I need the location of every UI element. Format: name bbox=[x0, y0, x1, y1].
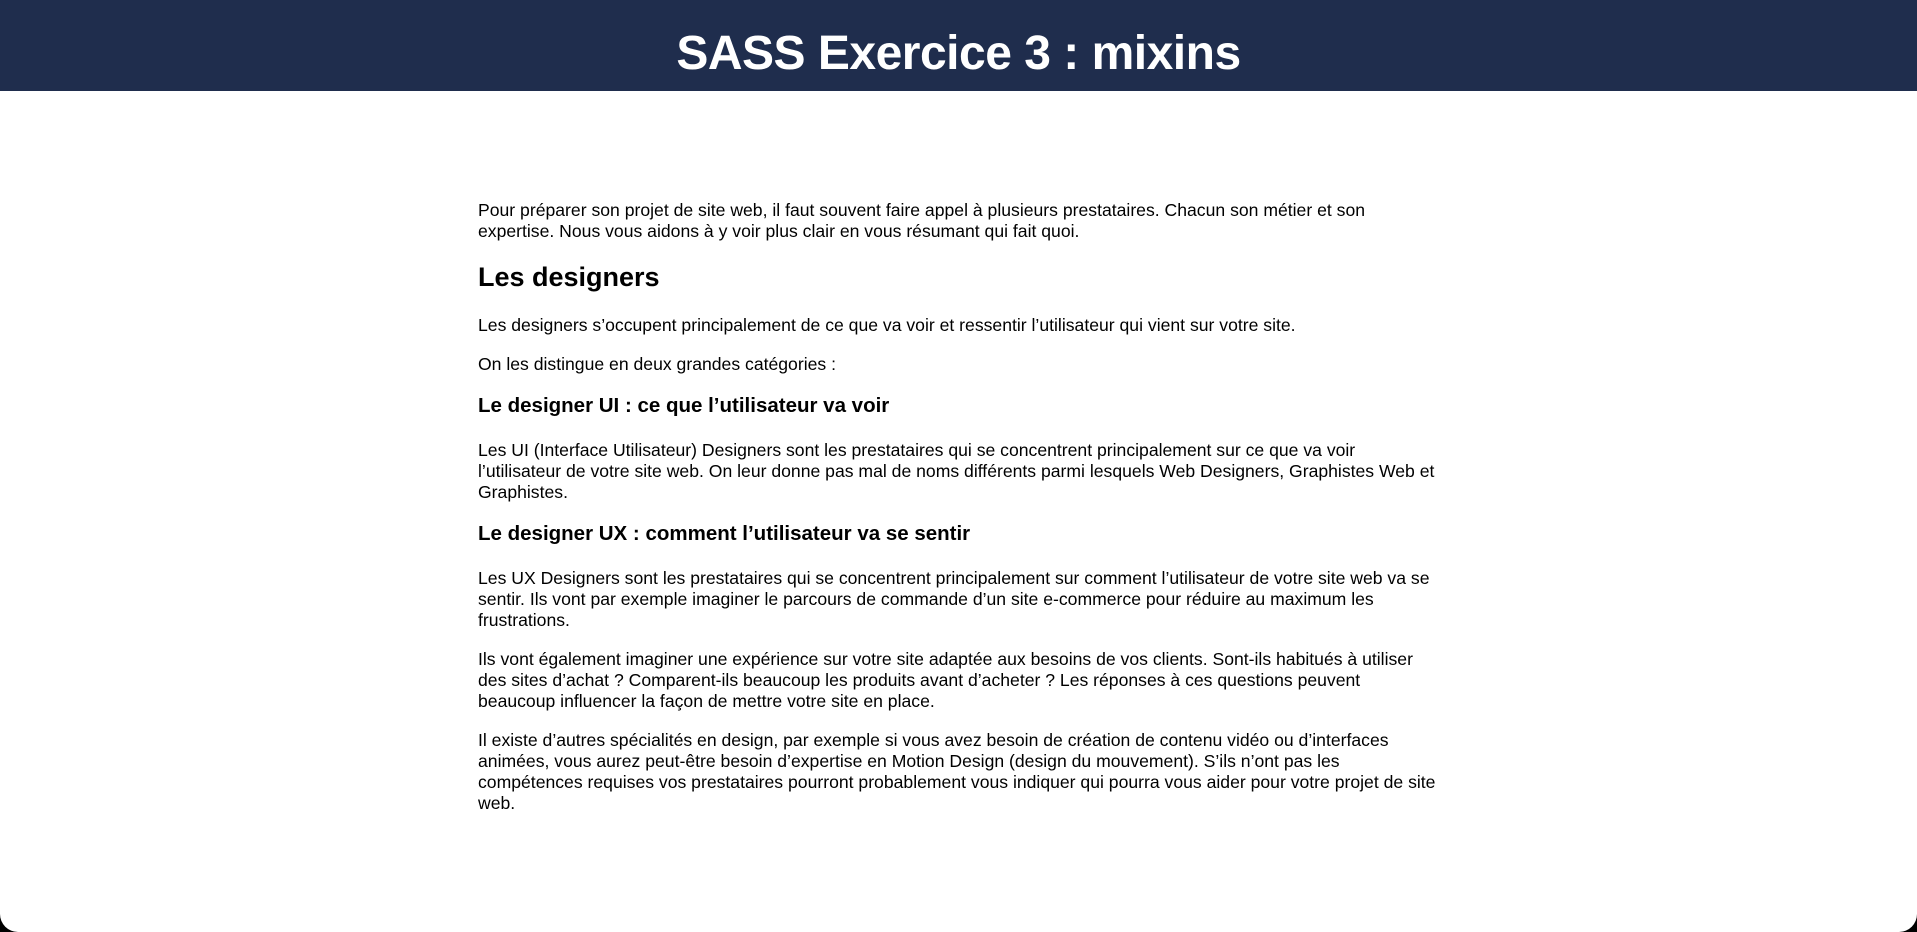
subheading-ux-designer: Le designer UX : comment l’utilisateur va se sentir bbox=[478, 522, 971, 545]
ux-designer-paragraph-2: Ils vont également imaginer une expérience sur votre site adaptée aux besoins de vos clients. Sont-ils habitués à utiliser des sites d’achat ? Comparent-ils beaucoup les produits avant d’acheter ? Les réponses à ces questions peuvent beaucoup influencer la façon de mettre votre site en place. bbox=[478, 649, 1413, 711]
ux-designer-paragraph-1: Les UX Designers sont les prestataires qui se concentrent principalement sur comment l’utilisateur de votre site web va se sentir. Ils vont par exemple imaginer le parcours de commande d’un site e-commerce pour réduire au maximum les frustrations. bbox=[478, 568, 1430, 630]
page-header bbox=[0, 0, 1917, 91]
page-title: SASS Exercice 3 : mixins bbox=[676, 27, 1241, 80]
subheading-ui-designer: Le designer UI : ce que l’utilisateur va voir bbox=[478, 394, 890, 417]
designers-paragraph-2: On les distingue en deux grandes catégories : bbox=[478, 354, 836, 374]
section-heading-designers: Les designers bbox=[478, 262, 660, 292]
intro-paragraph: Pour préparer son projet de site web, il faut souvent faire appel à plusieurs prestataires. Chacun son métier et son expertise. Nous vous aidons à y voir plus clair en vous résumant qui fait quoi. bbox=[478, 200, 1366, 241]
other-specialties-paragraph: Il existe d’autres spécialités en design, par exemple si vous avez besoin de création de contenu vidéo ou d’interfaces animées, vous aurez peut-être besoin d’expertise en Motion Design (design du mouvement). S’ils n’ont pas les compétences requises vos prestataires pourront probablement vous indiquer qui pourra vous aider pour votre projet de site web. bbox=[478, 730, 1436, 813]
designers-paragraph-1: Les designers s’occupent principalement de ce que va voir et ressentir l’utilisateur qui vient sur votre site. bbox=[478, 315, 1296, 335]
article-content bbox=[478, 200, 1438, 832]
ui-designer-paragraph: Les UI (Interface Utilisateur) Designers sont les prestataires qui se concentrent principalement sur ce que va voir l’utilisateur de votre site web. On leur donne pas mal de noms différents parmi lesquels Web Designers, Graphistes Web et Graphistes. bbox=[478, 440, 1435, 502]
